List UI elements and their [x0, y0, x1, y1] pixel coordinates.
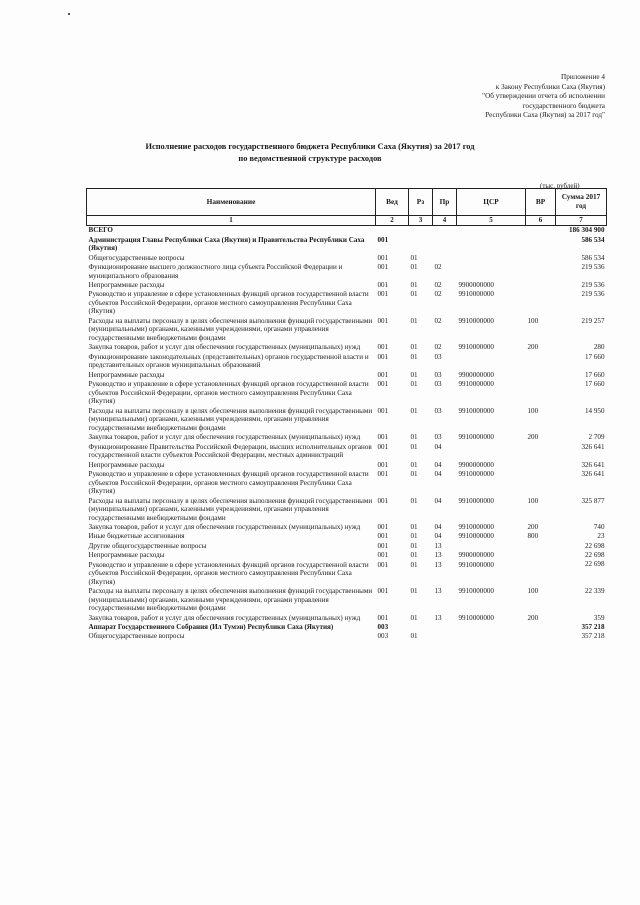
row-name: Руководство и управление в сфере установленных функций органов государственной власти субъектов Российской Федерации, органов местного самоуправления Республики Саха (Якутия) — [88, 469, 369, 496]
row-ved: 001 — [377, 406, 389, 415]
table-row — [87, 470, 607, 497]
row-rz — [409, 235, 433, 253]
header-number: 5 — [457, 216, 526, 226]
row-rz: 01 — [410, 406, 418, 415]
row-pr: 04 — [434, 532, 442, 541]
header-csr: ЦСР — [457, 189, 526, 216]
appendix-line: "Об утверждении отчета об исполнении — [482, 92, 605, 100]
table-row — [87, 551, 607, 560]
row-rz: 01 — [410, 433, 418, 442]
row-csr: 9910000000 — [458, 587, 494, 596]
row-pr: 13 — [434, 541, 442, 550]
row-vr: 200 — [527, 433, 539, 442]
row-ved: 001 — [377, 352, 389, 361]
row-amount: 325 877 — [581, 496, 605, 505]
table-row — [87, 226, 607, 236]
row-ved: 001 — [377, 551, 389, 560]
row-ved: 003 — [377, 623, 389, 632]
row-csr — [457, 253, 526, 262]
row-name: Функционирование Правительства Российской Федерации, высших исполнительных органов государственной власти субъектов Российской Федерации, местных администраций — [88, 442, 372, 460]
row-vr — [526, 226, 556, 236]
scan-speck — [68, 13, 70, 15]
row-name: Непрограммные расходы — [88, 460, 165, 469]
row-vr — [526, 542, 556, 551]
row-rz: 01 — [410, 370, 418, 379]
row-amount: 586 534 — [581, 253, 605, 262]
row-name: Руководство и управление в сфере установленных функций органов государственной власти субъектов Российской Федерации, органов местного самоуправления Республики Саха (Якутия) — [88, 380, 369, 406]
row-amount: 326 641 — [581, 460, 605, 469]
row-pr: 03 — [434, 380, 442, 389]
row-pr: 02 — [434, 343, 442, 352]
table-header-row — [87, 189, 607, 216]
row-pr: 02 — [434, 262, 442, 271]
row-rz: 01 — [410, 343, 418, 352]
row-amount: 740 — [593, 523, 605, 532]
row-name: Закупка товаров, работ и услуг для обеспечения государственных (муниципальных) нужд — [88, 433, 361, 442]
table-row — [87, 523, 607, 532]
appendix-line: государственного бюджета — [522, 101, 605, 110]
row-rz: 01 — [410, 460, 418, 469]
row-csr: 9910000000 — [458, 433, 494, 442]
row-ved: 001 — [377, 532, 389, 541]
row-csr — [457, 263, 526, 281]
row-amount: 2 709 — [588, 433, 605, 442]
table-row — [87, 253, 607, 262]
row-vr — [526, 253, 556, 262]
header-ved: Вед — [376, 189, 409, 216]
row-vr — [526, 560, 556, 587]
row-name: Непрограммные расходы — [88, 551, 165, 560]
row-csr: 9910000000 — [458, 290, 494, 299]
row-rz: 01 — [410, 253, 418, 262]
row-csr: 9910000000 — [458, 560, 494, 569]
row-csr: 9910000000 — [458, 532, 494, 541]
row-amount: 326 641 — [581, 469, 605, 478]
row-pr — [433, 226, 457, 236]
row-ved: 001 — [377, 380, 389, 389]
row-pr: 13 — [434, 551, 442, 560]
table-row — [87, 406, 607, 433]
row-rz: 01 — [410, 262, 418, 271]
row-ved: 001 — [377, 587, 389, 596]
units-label: (тыс. рублей) — [540, 182, 580, 190]
row-rz: 01 — [410, 613, 418, 622]
table-row — [87, 371, 607, 380]
table-row — [87, 532, 607, 541]
header-amount: Сумма 2017 год — [556, 189, 607, 216]
row-amount: 23 — [597, 532, 605, 541]
table-row — [87, 353, 607, 371]
row-pr: 04 — [434, 496, 442, 505]
row-vr: 800 — [527, 532, 539, 541]
row-rz: 01 — [410, 280, 418, 289]
row-ved: 001 — [377, 433, 389, 442]
row-vr — [526, 470, 556, 497]
row-amount: 22 698 — [584, 560, 605, 569]
header-number: 7 — [556, 216, 607, 226]
table-row — [87, 281, 607, 290]
row-vr — [526, 281, 556, 290]
row-amount: 280 — [593, 343, 605, 352]
row-name: Руководство и управление в сфере установленных функций органов государственной власти субъектов Российской Федерации, органов местного самоуправления Республики Саха (Якутия) — [88, 560, 369, 586]
row-amount: 359 — [593, 613, 605, 622]
table-number-row — [87, 216, 607, 226]
document-title — [90, 141, 530, 164]
row-name: Общегосударственные вопросы — [88, 632, 185, 641]
row-csr: 9910000000 — [458, 406, 494, 415]
row-amount: 586 534 — [581, 235, 605, 244]
row-ved: 001 — [377, 469, 389, 478]
row-name: ВСЕГО — [88, 226, 113, 235]
row-amount: 186 304 900 — [569, 226, 605, 235]
row-pr: 02 — [434, 316, 442, 325]
row-amount: 357 218 — [581, 632, 605, 641]
row-name: Другие общегосударственные вопросы — [88, 541, 207, 550]
row-name: Расходы на выплаты персоналу в целях обеспечения выполнения функций государственными (муниципальными) органами, казенными учреждениями, органами управления государственными внебюджетными фондами — [88, 316, 373, 342]
row-pr: 04 — [434, 469, 442, 478]
row-ved: 001 — [377, 541, 389, 550]
table-body — [87, 226, 607, 642]
row-vr — [526, 290, 556, 317]
row-ved: 001 — [377, 235, 389, 244]
header-number: 6 — [526, 216, 556, 226]
row-amount: 22 698 — [584, 541, 605, 550]
row-amount: 326 641 — [581, 442, 605, 451]
table-row — [87, 460, 607, 469]
row-vr — [526, 623, 556, 632]
header-number: 2 — [376, 216, 409, 226]
row-vr: 100 — [527, 406, 539, 415]
table-row — [87, 587, 607, 614]
row-vr: 200 — [527, 523, 539, 532]
row-name: Закупка товаров, работ и услуг для обеспечения государственных (муниципальных) нужд — [88, 613, 361, 622]
row-amount: 14 950 — [584, 406, 605, 415]
table-row — [87, 542, 607, 551]
row-rz: 01 — [410, 442, 418, 451]
row-rz: 01 — [410, 551, 418, 560]
row-ved: 001 — [377, 560, 389, 569]
header-name: Наименование — [87, 189, 376, 216]
row-pr: 04 — [434, 523, 442, 532]
row-csr: 9900000000 — [458, 460, 494, 469]
row-csr: 9910000000 — [458, 343, 494, 352]
row-pr: 03 — [434, 370, 442, 379]
row-csr: 9900000000 — [458, 370, 494, 379]
row-ved: 001 — [377, 253, 389, 262]
row-vr — [526, 263, 556, 281]
table-row — [87, 343, 607, 352]
table-row — [87, 632, 607, 641]
table-row — [87, 290, 607, 317]
row-vr — [526, 551, 556, 560]
row-rz: 01 — [410, 632, 418, 641]
row-vr: 100 — [527, 496, 539, 505]
row-csr: 9910000000 — [458, 523, 494, 532]
row-vr: 200 — [527, 343, 539, 352]
row-ved: 001 — [377, 442, 389, 451]
header-pr: Пр — [433, 189, 457, 216]
table-row — [87, 317, 607, 344]
table-row — [87, 560, 607, 587]
appendix-note — [430, 73, 605, 121]
header-number: 3 — [409, 216, 433, 226]
row-pr: 13 — [434, 587, 442, 596]
row-ved: 001 — [377, 460, 389, 469]
row-pr: 02 — [434, 280, 442, 289]
table-row — [87, 380, 607, 407]
row-vr — [526, 460, 556, 469]
row-name: Функционирование высшего должностного лица субъекта Российской Федерации и муниципального образования — [88, 262, 343, 280]
row-ved: 001 — [377, 290, 389, 299]
row-ved: 001 — [377, 280, 389, 289]
row-ved: 001 — [377, 523, 389, 532]
row-ved: 003 — [377, 632, 389, 641]
expenditure-table — [86, 188, 607, 642]
row-name: Аппарат Государственного Собрания (Ил Тумэн) Республики Саха (Якутия) — [88, 623, 334, 632]
row-csr — [457, 632, 526, 641]
row-amount: 22 698 — [584, 551, 605, 559]
row-rz: 01 — [410, 290, 418, 299]
row-rz: 01 — [410, 469, 418, 478]
row-name: Непрограммные расходы — [88, 370, 165, 379]
table-row — [87, 235, 607, 253]
row-rz: 01 — [410, 587, 418, 596]
row-ved: 001 — [377, 343, 389, 352]
row-name: Расходы на выплаты персоналу в целях обеспечения выполнения функций государственными (муниципальными) органами, казенными учреждениями, органами управления государственными внебюджетными фондами — [88, 406, 373, 432]
row-name: Закупка товаров, работ и услуг для обеспечения государственных (муниципальных) нужд — [88, 343, 361, 352]
title-line: по ведомственной структуре расходов — [238, 153, 382, 163]
title-line: Исполнение расходов государственного бюджета Республики Саха (Якутия) за 2017 год — [145, 142, 475, 151]
row-csr: 9900000000 — [458, 551, 494, 560]
row-csr: 9910000000 — [458, 469, 494, 478]
row-amount: 17 660 — [584, 370, 605, 379]
table-row — [87, 496, 607, 523]
row-rz: 01 — [410, 523, 418, 532]
row-name: Иные бюджетные ассигнования — [88, 532, 185, 541]
row-rz: 01 — [410, 316, 418, 325]
row-vr — [526, 371, 556, 380]
header-number: 1 — [87, 216, 376, 226]
row-amount: 357 218 — [581, 623, 605, 632]
row-rz: 01 — [410, 380, 418, 389]
table-row — [87, 263, 607, 281]
row-ved: 001 — [377, 496, 389, 505]
row-vr: 100 — [527, 316, 539, 325]
row-vr — [526, 353, 556, 371]
row-csr — [457, 623, 526, 632]
row-vr — [526, 235, 556, 253]
row-rz — [409, 226, 433, 236]
header-number: 4 — [433, 216, 457, 226]
appendix-line: к Закону Республики Саха (Якутия) — [495, 82, 605, 91]
row-name: Администрация Главы Республики Саха (Якутия) и Правительства Республики Саха (Якутия) — [88, 235, 365, 253]
row-name: Функционирование законодательных (представительных) органов государственной власти и представительных органов муниципальных образований — [88, 352, 369, 370]
row-amount: 219 536 — [581, 262, 605, 271]
row-csr — [457, 235, 526, 253]
row-csr: 9910000000 — [458, 613, 494, 622]
row-csr: 9900000000 — [458, 280, 494, 289]
row-pr — [433, 235, 457, 253]
row-rz: 01 — [410, 352, 418, 361]
header-vr: ВР — [526, 189, 556, 216]
row-csr — [457, 226, 526, 236]
row-amount: 219 536 — [581, 280, 605, 289]
row-pr: 02 — [434, 290, 442, 299]
row-csr: 9910000000 — [458, 316, 494, 325]
row-pr: 03 — [434, 352, 442, 361]
row-amount: 17 660 — [584, 379, 605, 388]
table-row — [87, 433, 607, 442]
row-rz: 01 — [410, 560, 418, 569]
row-vr — [526, 380, 556, 407]
row-name: Общегосударственные вопросы — [88, 253, 185, 262]
row-pr — [433, 632, 457, 641]
row-pr: 13 — [434, 613, 442, 622]
row-pr: 03 — [434, 406, 442, 415]
row-rz — [409, 623, 433, 632]
row-pr: 04 — [434, 460, 442, 469]
table-row — [87, 623, 607, 632]
row-csr: 9910000000 — [458, 496, 494, 505]
row-csr — [457, 542, 526, 551]
row-amount: 219 536 — [581, 290, 605, 299]
row-amount: 17 660 — [584, 352, 605, 361]
row-pr — [433, 253, 457, 262]
row-ved: 001 — [377, 613, 389, 622]
row-name: Закупка товаров, работ и услуг для обеспечения государственных (муниципальных) нужд — [88, 523, 361, 532]
table-row — [87, 614, 607, 623]
row-csr — [457, 353, 526, 371]
row-rz: 01 — [410, 496, 418, 505]
table-row — [87, 442, 607, 460]
row-csr: 9910000000 — [458, 380, 494, 389]
row-amount: 22 339 — [584, 587, 605, 596]
appendix-line: Приложение 4 — [561, 73, 605, 81]
row-ved: 001 — [377, 262, 389, 271]
row-csr — [457, 442, 526, 460]
row-name: Расходы на выплаты персоналу в целях обеспечения выполнения функций государственными (муниципальными) органами, казенными учреждениями, органами управления государственными внебюджетными фондами — [88, 496, 373, 522]
row-pr — [433, 623, 457, 632]
row-vr — [526, 632, 556, 641]
row-pr: 04 — [434, 442, 442, 451]
row-ved — [376, 226, 409, 236]
row-name: Непрограммные расходы — [88, 280, 165, 289]
row-name: Руководство и управление в сфере установленных функций органов государственной власти субъектов Российской Федерации, органов местного самоуправления Республики Саха (Якутия) — [88, 290, 369, 316]
row-amount: 219 257 — [581, 316, 605, 325]
appendix-line: Республики Саха (Якутия) за 2017 год" — [485, 111, 605, 119]
row-ved: 001 — [377, 316, 389, 325]
row-ved: 001 — [377, 370, 389, 379]
row-rz: 01 — [410, 541, 418, 550]
row-vr: 200 — [527, 613, 539, 622]
row-rz: 01 — [410, 532, 418, 541]
row-vr: 100 — [527, 587, 539, 596]
row-pr: 03 — [434, 433, 442, 442]
header-rz: Рз — [409, 189, 433, 216]
row-vr — [526, 442, 556, 460]
row-pr: 13 — [434, 560, 442, 569]
row-name: Расходы на выплаты персоналу в целях обеспечения выполнения функций государственными (муниципальными) органами, казенными учреждениями, органами управления государственными внебюджетными фондами — [88, 587, 373, 613]
